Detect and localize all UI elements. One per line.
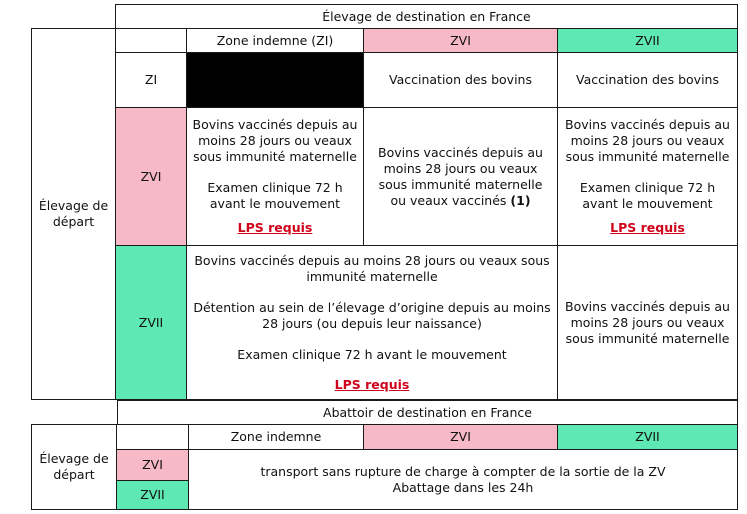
cell-zvii-zvii: Bovins vaccinés depuis au moins 28 jours ou veaux sous immunité maternelle bbox=[557, 245, 738, 400]
table2-row-header: Élevage de départ bbox=[31, 424, 117, 510]
lps-requis-link[interactable]: LPS requis bbox=[610, 220, 685, 235]
cell-zi-zvii: Vaccination des bovins bbox=[557, 52, 738, 108]
t2-col-header-zvi: ZVI bbox=[363, 424, 558, 450]
table2-corner bbox=[116, 424, 189, 450]
lps-requis-link[interactable]: LPS requis bbox=[237, 220, 313, 235]
table2-header: Abattoir de destination en France bbox=[117, 400, 738, 425]
t2-col-header-zvii: ZVII bbox=[557, 424, 738, 450]
cell-zvi-zi: Bovins vaccinés depuis au moins 28 jours ou veaux sous immunité maternelle Examen clinique 72 h avant le mouvement LPS requis bbox=[186, 107, 364, 246]
cell-zvi-zvi: Bovins vaccinés depuis au moins 28 jours ou veaux sous immunité maternelle ou veaux vaccinés (1) bbox=[363, 107, 558, 246]
row-header-zvi: ZVI bbox=[115, 107, 187, 246]
t2-row-header-zvii: ZVII bbox=[116, 480, 189, 510]
cell-zvi-zvii: Bovins vaccinés depuis au moins 28 jours ou veaux sous immunité maternelle Examen clinique 72 h avant le mouvement LPS requis bbox=[557, 107, 738, 246]
col-header-zi: Zone indemne (ZI) bbox=[186, 28, 364, 53]
cell-zi-zvi: Vaccination des bovins bbox=[363, 52, 558, 108]
t2-row-header-zvi: ZVI bbox=[116, 449, 189, 481]
col-header-zvi: ZVI bbox=[363, 28, 558, 53]
row-header-zi: ZI bbox=[115, 52, 187, 108]
lps-requis-link[interactable]: LPS requis bbox=[334, 376, 410, 392]
t2-col-header-zone-indemne: Zone indemne bbox=[188, 424, 364, 450]
cell-zi-zi-blocked bbox=[186, 52, 364, 108]
table1-header: Élevage de destination en France bbox=[115, 4, 738, 29]
footnote-ref: (1) bbox=[510, 192, 531, 208]
col-header-zvii: ZVII bbox=[557, 28, 738, 53]
cell-zvii-zi-zvi: Bovins vaccinés depuis au moins 28 jours ou veaux sous immunité maternelle Détention au sein de l’élevage d’origine depuis au moins 28 jours (ou depuis leur naissance) Examen clinique 72 h avant le mouvement LPS requis bbox=[186, 245, 558, 400]
table1-row-header: Élevage de départ bbox=[31, 28, 116, 400]
row-header-zvii: ZVII bbox=[115, 245, 187, 400]
t2-transport-cell: transport sans rupture de charge à compter de la sortie de la ZV Abattage dans les 24h bbox=[188, 449, 738, 510]
table1-corner bbox=[115, 28, 187, 53]
